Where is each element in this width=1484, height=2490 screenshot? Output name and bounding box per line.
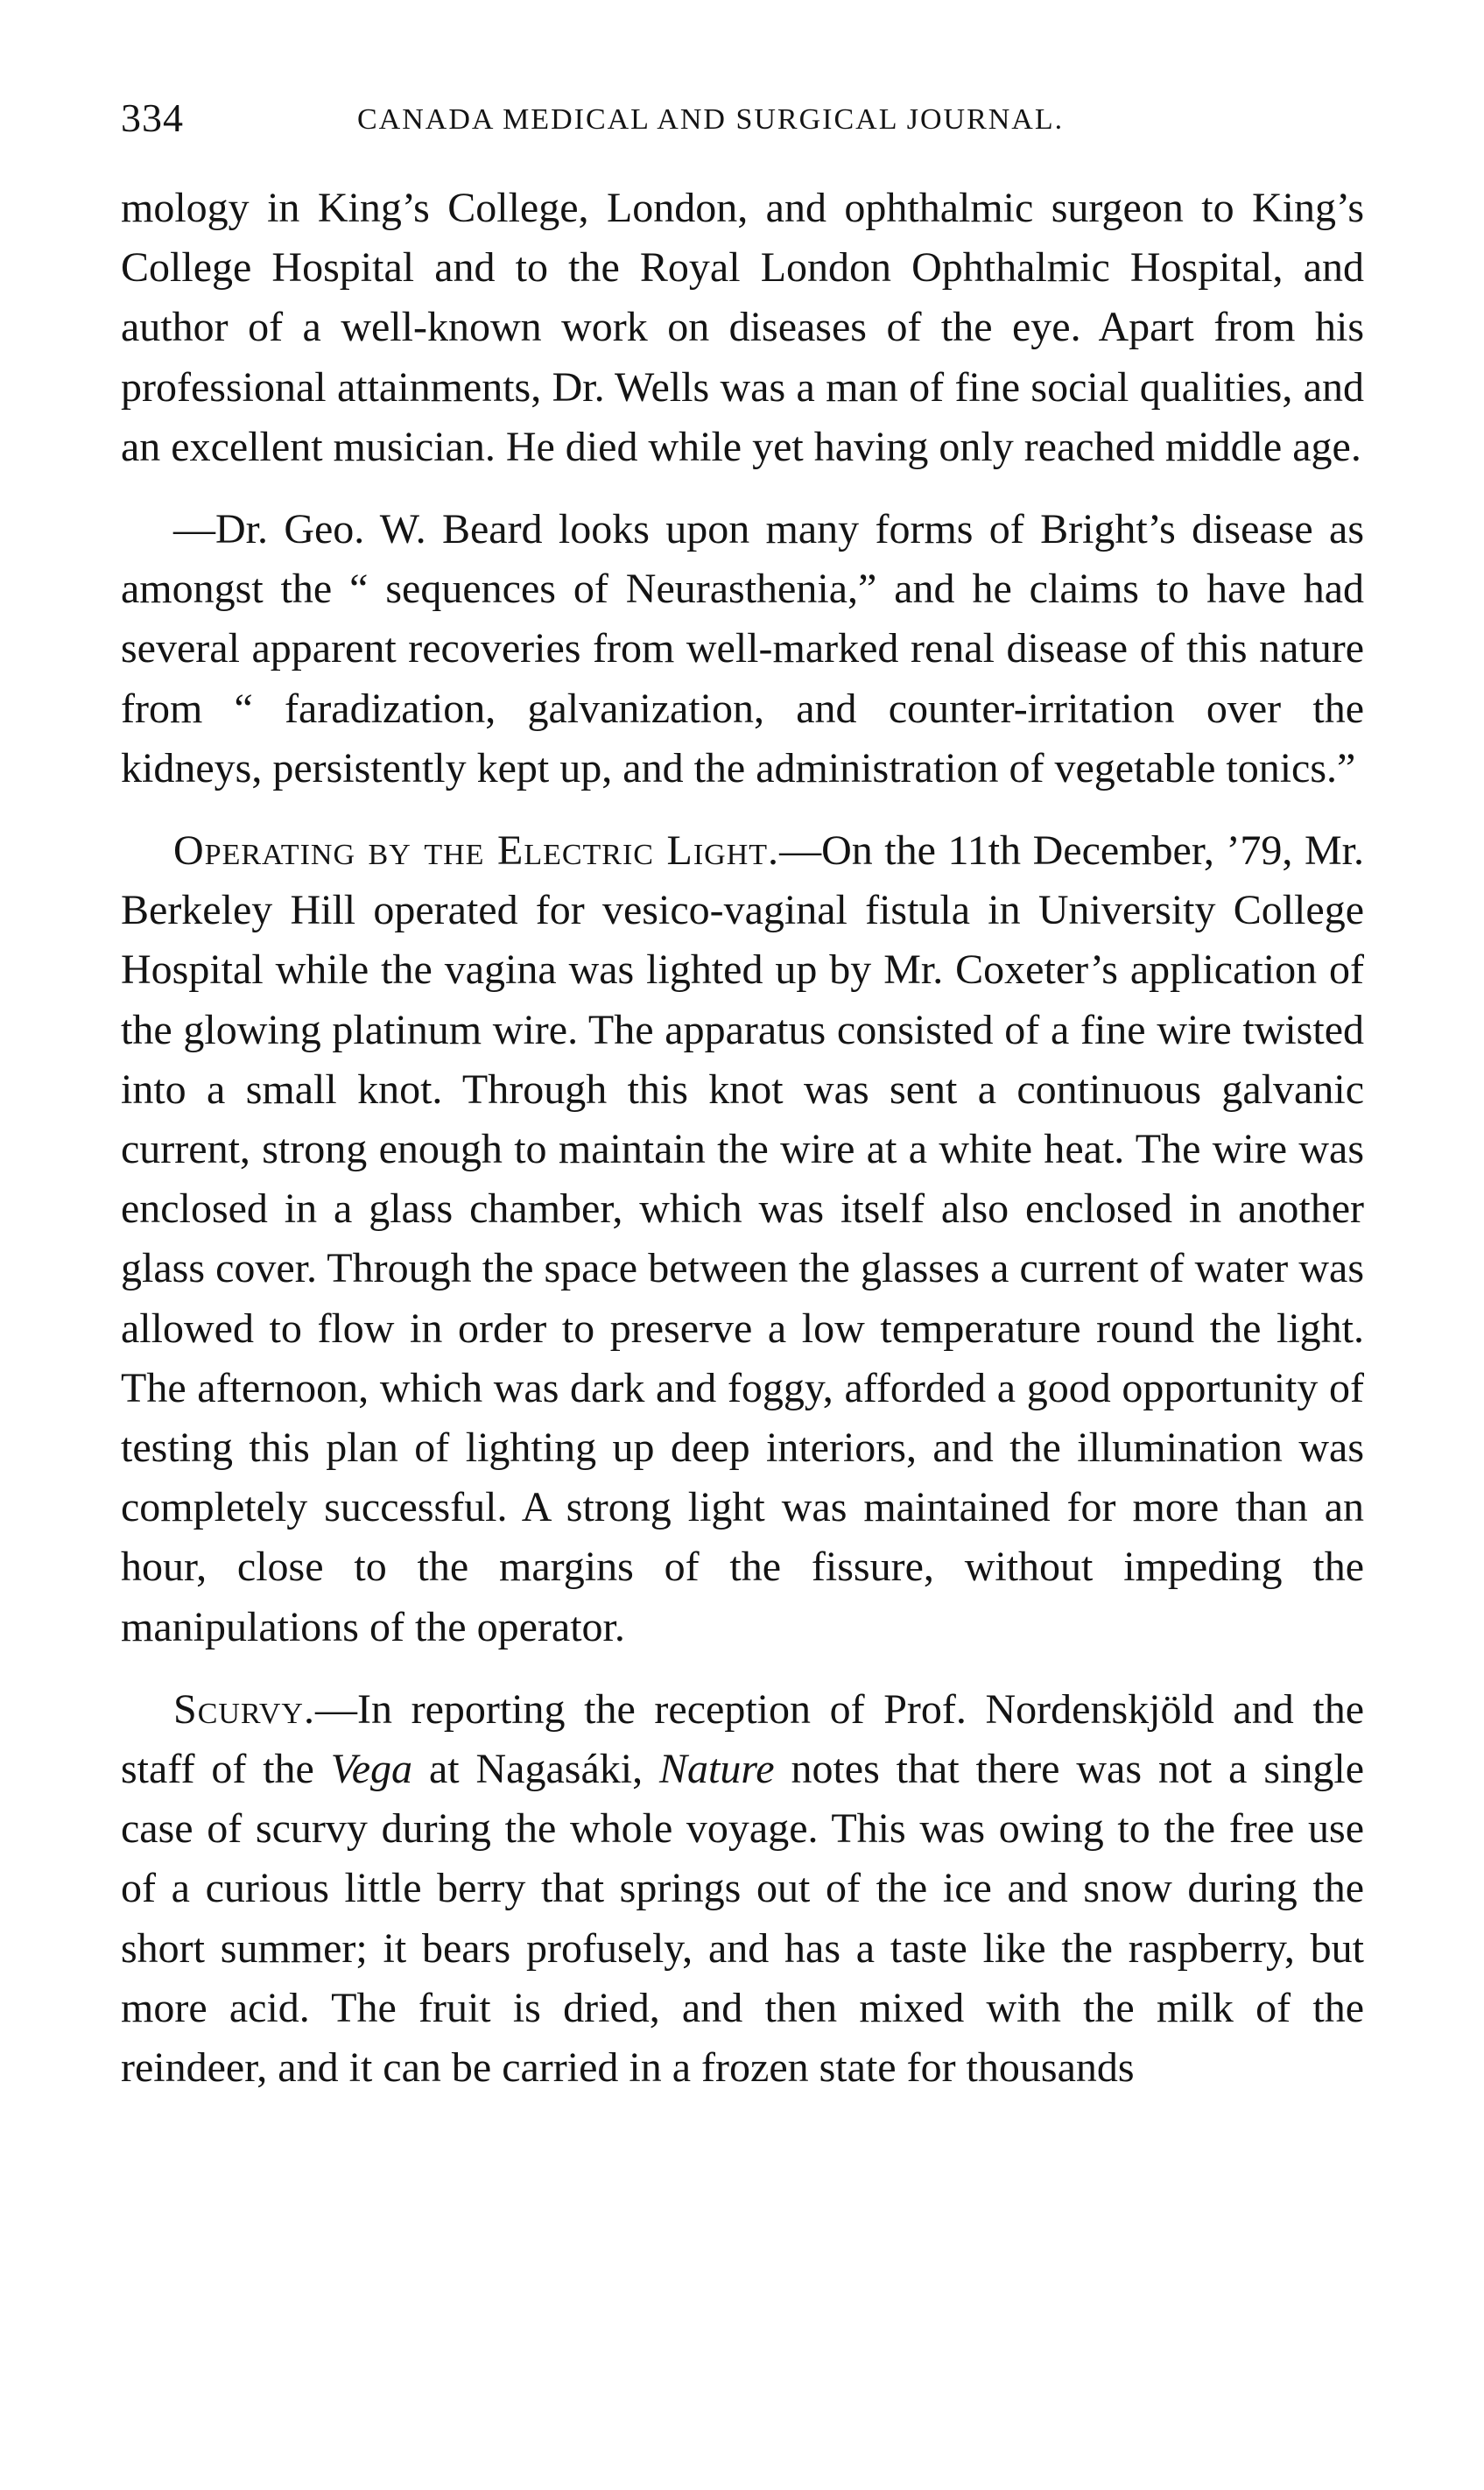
paragraph-scurvy — [121, 1680, 1364, 2098]
electric-light-text: —On the 11th December, ’79, Mr. Berkeley Hill operated for vesico-vaginal fistula in University College Hospital while the vagina was lighted up by Mr. Coxeter’s application of the glowing platinum wire. The apparatus consisted of a fine wire twisted into a small knot. Through this knot was sent a continuous galvanic current, strong enough to maintain the wire at a white heat. The wire was enclosed in a glass chamber, which was itself also enclosed in another glass cover. Through the space between the glasses a current of water was allowed to flow in order to preserve a low temperature round the light. The afternoon, which was dark and foggy, afforded a good opportunity of testing this plan of lighting up deep interiors, and the illumination was completely successful. A strong light was maintained for more than an hour, close to the margins of the fissure, without impeding the manipulations of the operator. — [121, 827, 1364, 1650]
journal-title: CANADA MEDICAL AND SURGICAL JOURNAL. — [357, 103, 1065, 136]
section-heading-scurvy: Scurvy. — [173, 1685, 315, 1733]
scurvy-text-1: —In reporting the reception of Prof. Nordenskjöld and the staff of the — [121, 1685, 1364, 1793]
scurvy-text-3: notes that there was not a single case of scurvy during the whole voyage. This was owing to the free use of a curious little berry that springs out of the ice and snow during the short summer; it bears profusely, and has a taste like the raspberry, but more acid. The fruit is dried, and then mixed with the milk of the reindeer, and it can be carried in a frozen state for thousands — [121, 1746, 1365, 2092]
paragraph-electric-light — [121, 821, 1364, 1657]
article-body — [121, 179, 1364, 2098]
paragraph-beard-brights-disease: —Dr. Geo. W. Beard looks upon many forms of Bright’s disease as amongst the “ sequences of Neurasthenia,” and he claims to have had several apparent recoveries from well-marked renal disease of this nature from “ faradization, galvanization, and counter-irritation over the kidneys, persistently kept up, and the administration of vegetable tonics.” — [121, 506, 1364, 791]
running-head — [121, 95, 1364, 156]
paragraph-wells-obituary: mology in King’s College, London, and ophthalmic surgeon to King’s College Hospital and to the Royal London Ophthalmic Hospital, and author of a well-known work on diseases of the eye. Apart from his professional attainments, Dr. Wells was a man of fine social qualities, and an excellent musician. He died while yet having only reached middle age. — [121, 185, 1364, 470]
journal-page — [121, 95, 1364, 2121]
scurvy-text-2: at Nagasáki, — [412, 1746, 659, 1793]
page-number: 334 — [121, 95, 184, 140]
section-heading-electric-light: Operating by the Electric Light. — [173, 827, 780, 875]
journal-name-nature: Nature — [659, 1746, 775, 1793]
ship-name-vega: Vega — [330, 1746, 413, 1793]
